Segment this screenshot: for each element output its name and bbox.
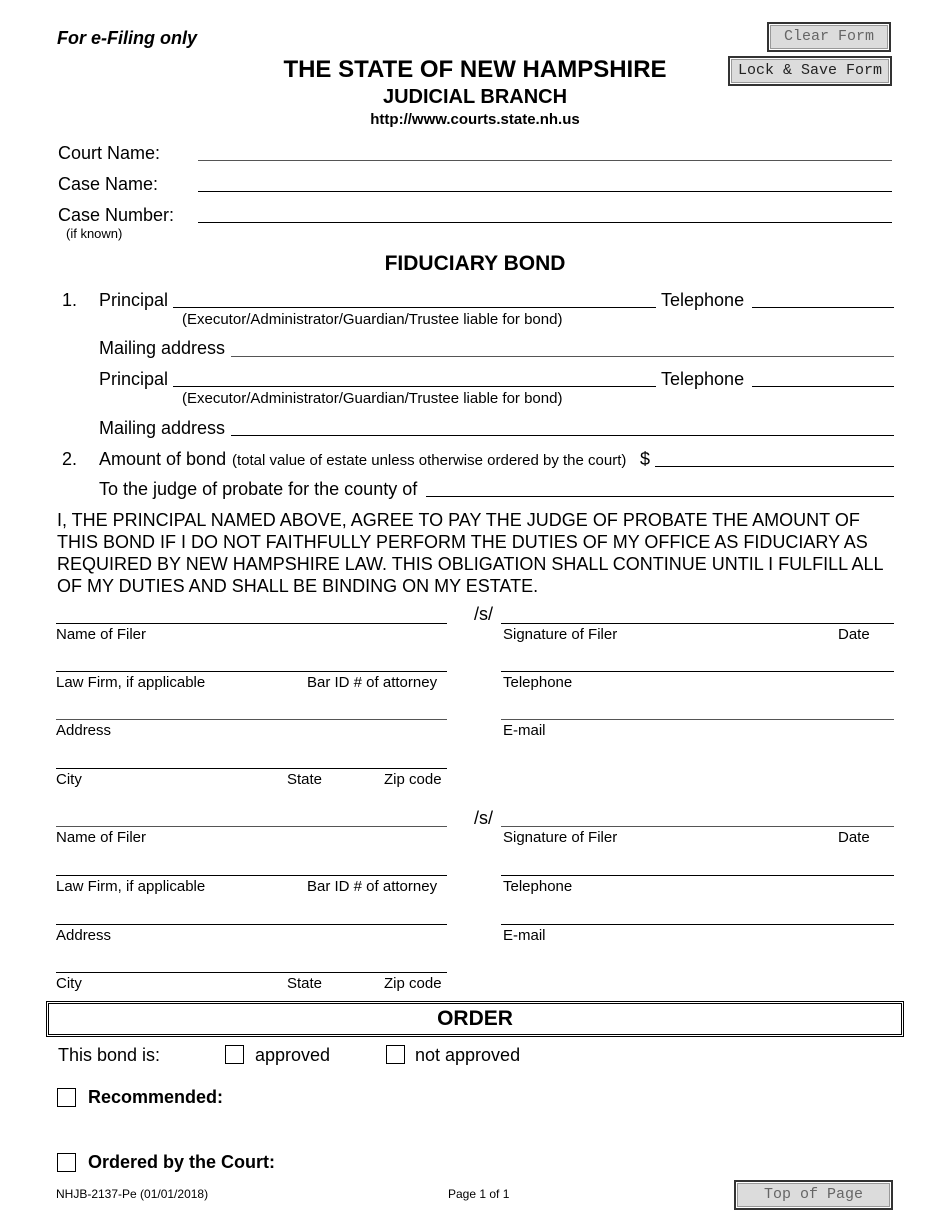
sig-mark: /s/: [474, 604, 494, 624]
telephone-field[interactable]: [752, 307, 894, 308]
court-name-label: Court Name:: [58, 143, 161, 163]
address-label: Address: [56, 722, 112, 739]
state-label: State: [287, 771, 323, 788]
city-label-2: City: [56, 975, 82, 992]
law-firm-field-2[interactable]: [56, 875, 447, 876]
ordered-checkbox[interactable]: [57, 1153, 76, 1172]
signature-label-2: Signature of Filer: [503, 829, 618, 846]
principal-label-2: Principal: [99, 369, 169, 389]
approved-checkbox[interactable]: [225, 1045, 244, 1064]
lock-save-button[interactable]: Lock & Save Form: [728, 56, 892, 86]
law-firm-label-2: Law Firm, if applicable: [56, 878, 206, 895]
case-name-label: Case Name:: [58, 174, 159, 194]
telephone-filer-label: Telephone: [503, 674, 573, 691]
form-title: FIDUCIARY BOND: [384, 252, 566, 275]
mailing-address-field-2[interactable]: [231, 435, 894, 436]
court-url: http://www.courts.state.nh.us: [370, 111, 580, 128]
recommended-label: Recommended:: [88, 1087, 224, 1107]
telephone-label-2: Telephone: [661, 369, 745, 389]
amount-note: (total value of estate unless otherwise ordered by the court): [232, 452, 627, 469]
county-field[interactable]: [426, 496, 894, 497]
telephone-field-filer-2[interactable]: [501, 875, 894, 876]
branch-title: JUDICIAL BRANCH: [382, 86, 568, 108]
amount-label: Amount of bond: [99, 449, 227, 469]
telephone-field-2[interactable]: [752, 386, 894, 387]
order-header: [46, 1001, 904, 1037]
clear-form-button[interactable]: Clear Form: [767, 22, 891, 52]
state-title: THE STATE OF NEW HAMPSHIRE: [283, 56, 667, 83]
email-field[interactable]: [501, 719, 894, 720]
law-firm-field[interactable]: [56, 671, 447, 672]
case-name-field[interactable]: [198, 191, 892, 192]
not-approved-checkbox[interactable]: [386, 1045, 405, 1064]
sig-mark-2: /s/: [474, 808, 494, 828]
date-label-2: Date: [838, 829, 870, 846]
not-approved-label: not approved: [415, 1045, 521, 1065]
approved-label: approved: [255, 1045, 331, 1065]
name-of-filer-label: Name of Filer: [56, 626, 147, 643]
zip-label: Zip code: [384, 771, 442, 788]
recommended-checkbox[interactable]: [57, 1088, 76, 1107]
bond-is-label: This bond is:: [58, 1045, 161, 1065]
name-of-filer-label-2: Name of Filer: [56, 829, 147, 846]
telephone-field-filer[interactable]: [501, 671, 894, 672]
city-state-zip-field-2[interactable]: [56, 972, 447, 973]
dollar-sign: $: [640, 449, 651, 469]
court-name-field[interactable]: [198, 160, 892, 161]
city-state-zip-field[interactable]: [56, 768, 447, 769]
telephone-filer-label-2: Telephone: [503, 878, 573, 895]
signature-field[interactable]: [501, 623, 894, 624]
order-title: ORDER: [437, 1007, 513, 1030]
case-number-field[interactable]: [198, 222, 892, 223]
law-firm-label: Law Firm, if applicable: [56, 674, 206, 691]
email-label: E-mail: [503, 722, 546, 739]
agreement-text: I, THE PRINCIPAL NAMED ABOVE, AGREE TO PAY THE JUDGE OF PROBATE THE AMOUNT OF THIS BOND IF I DO NOT FAITHFULLY PERFORM THE DUTIES OF MY OFFICE AS FIDUCIARY AS REQUIRED BY NEW HAMPSHIRE LAW. THIS OBLIGATION SHALL CONTINUE UNTIL I FULFILL ALL OF MY DUTIES AND SHALL BE BINDING ON MY ESTATE.: [57, 510, 883, 596]
zip-label-2: Zip code: [384, 975, 442, 992]
email-label-2: E-mail: [503, 927, 546, 944]
address-label-2: Address: [56, 927, 112, 944]
efiling-note: For e-Filing only: [57, 28, 197, 48]
email-field-2[interactable]: [501, 924, 894, 925]
principal-note-2: (Executor/Administrator/Guardian/Trustee liable for bond): [182, 390, 563, 407]
principal-label: Principal: [99, 290, 169, 310]
address-field[interactable]: [56, 719, 447, 720]
top-of-page-button[interactable]: Top of Page: [734, 1180, 893, 1210]
signature-field-2[interactable]: [501, 826, 894, 827]
if-known-note: (if known): [66, 226, 123, 241]
form-id: NHJB-2137-Pe (01/01/2018): [56, 1187, 209, 1201]
page-number: Page 1 of 1: [448, 1187, 510, 1201]
bar-id-label: Bar ID # of attorney: [307, 674, 438, 691]
mailing-address-field[interactable]: [231, 356, 894, 357]
filer-name-field[interactable]: [56, 623, 447, 624]
section-2-number: 2.: [62, 449, 78, 469]
city-label: City: [56, 771, 82, 788]
ordered-label: Ordered by the Court:: [88, 1152, 276, 1172]
state-label-2: State: [287, 975, 323, 992]
amount-field[interactable]: [655, 466, 894, 467]
address-field-2[interactable]: [56, 924, 447, 925]
county-label: To the judge of probate for the county of: [99, 479, 418, 499]
section-1-number: 1.: [62, 290, 78, 310]
filer-name-field-2[interactable]: [56, 826, 447, 827]
case-number-label: Case Number:: [58, 205, 175, 225]
mailing-address-label-2: Mailing address: [99, 418, 226, 438]
bar-id-label-2: Bar ID # of attorney: [307, 878, 438, 895]
principal-note: (Executor/Administrator/Guardian/Trustee liable for bond): [182, 311, 563, 328]
principal-field[interactable]: [173, 307, 656, 308]
principal-field-2[interactable]: [173, 386, 656, 387]
mailing-address-label: Mailing address: [99, 338, 226, 358]
signature-label: Signature of Filer: [503, 626, 618, 643]
date-label: Date: [838, 626, 870, 643]
telephone-label: Telephone: [661, 290, 745, 310]
